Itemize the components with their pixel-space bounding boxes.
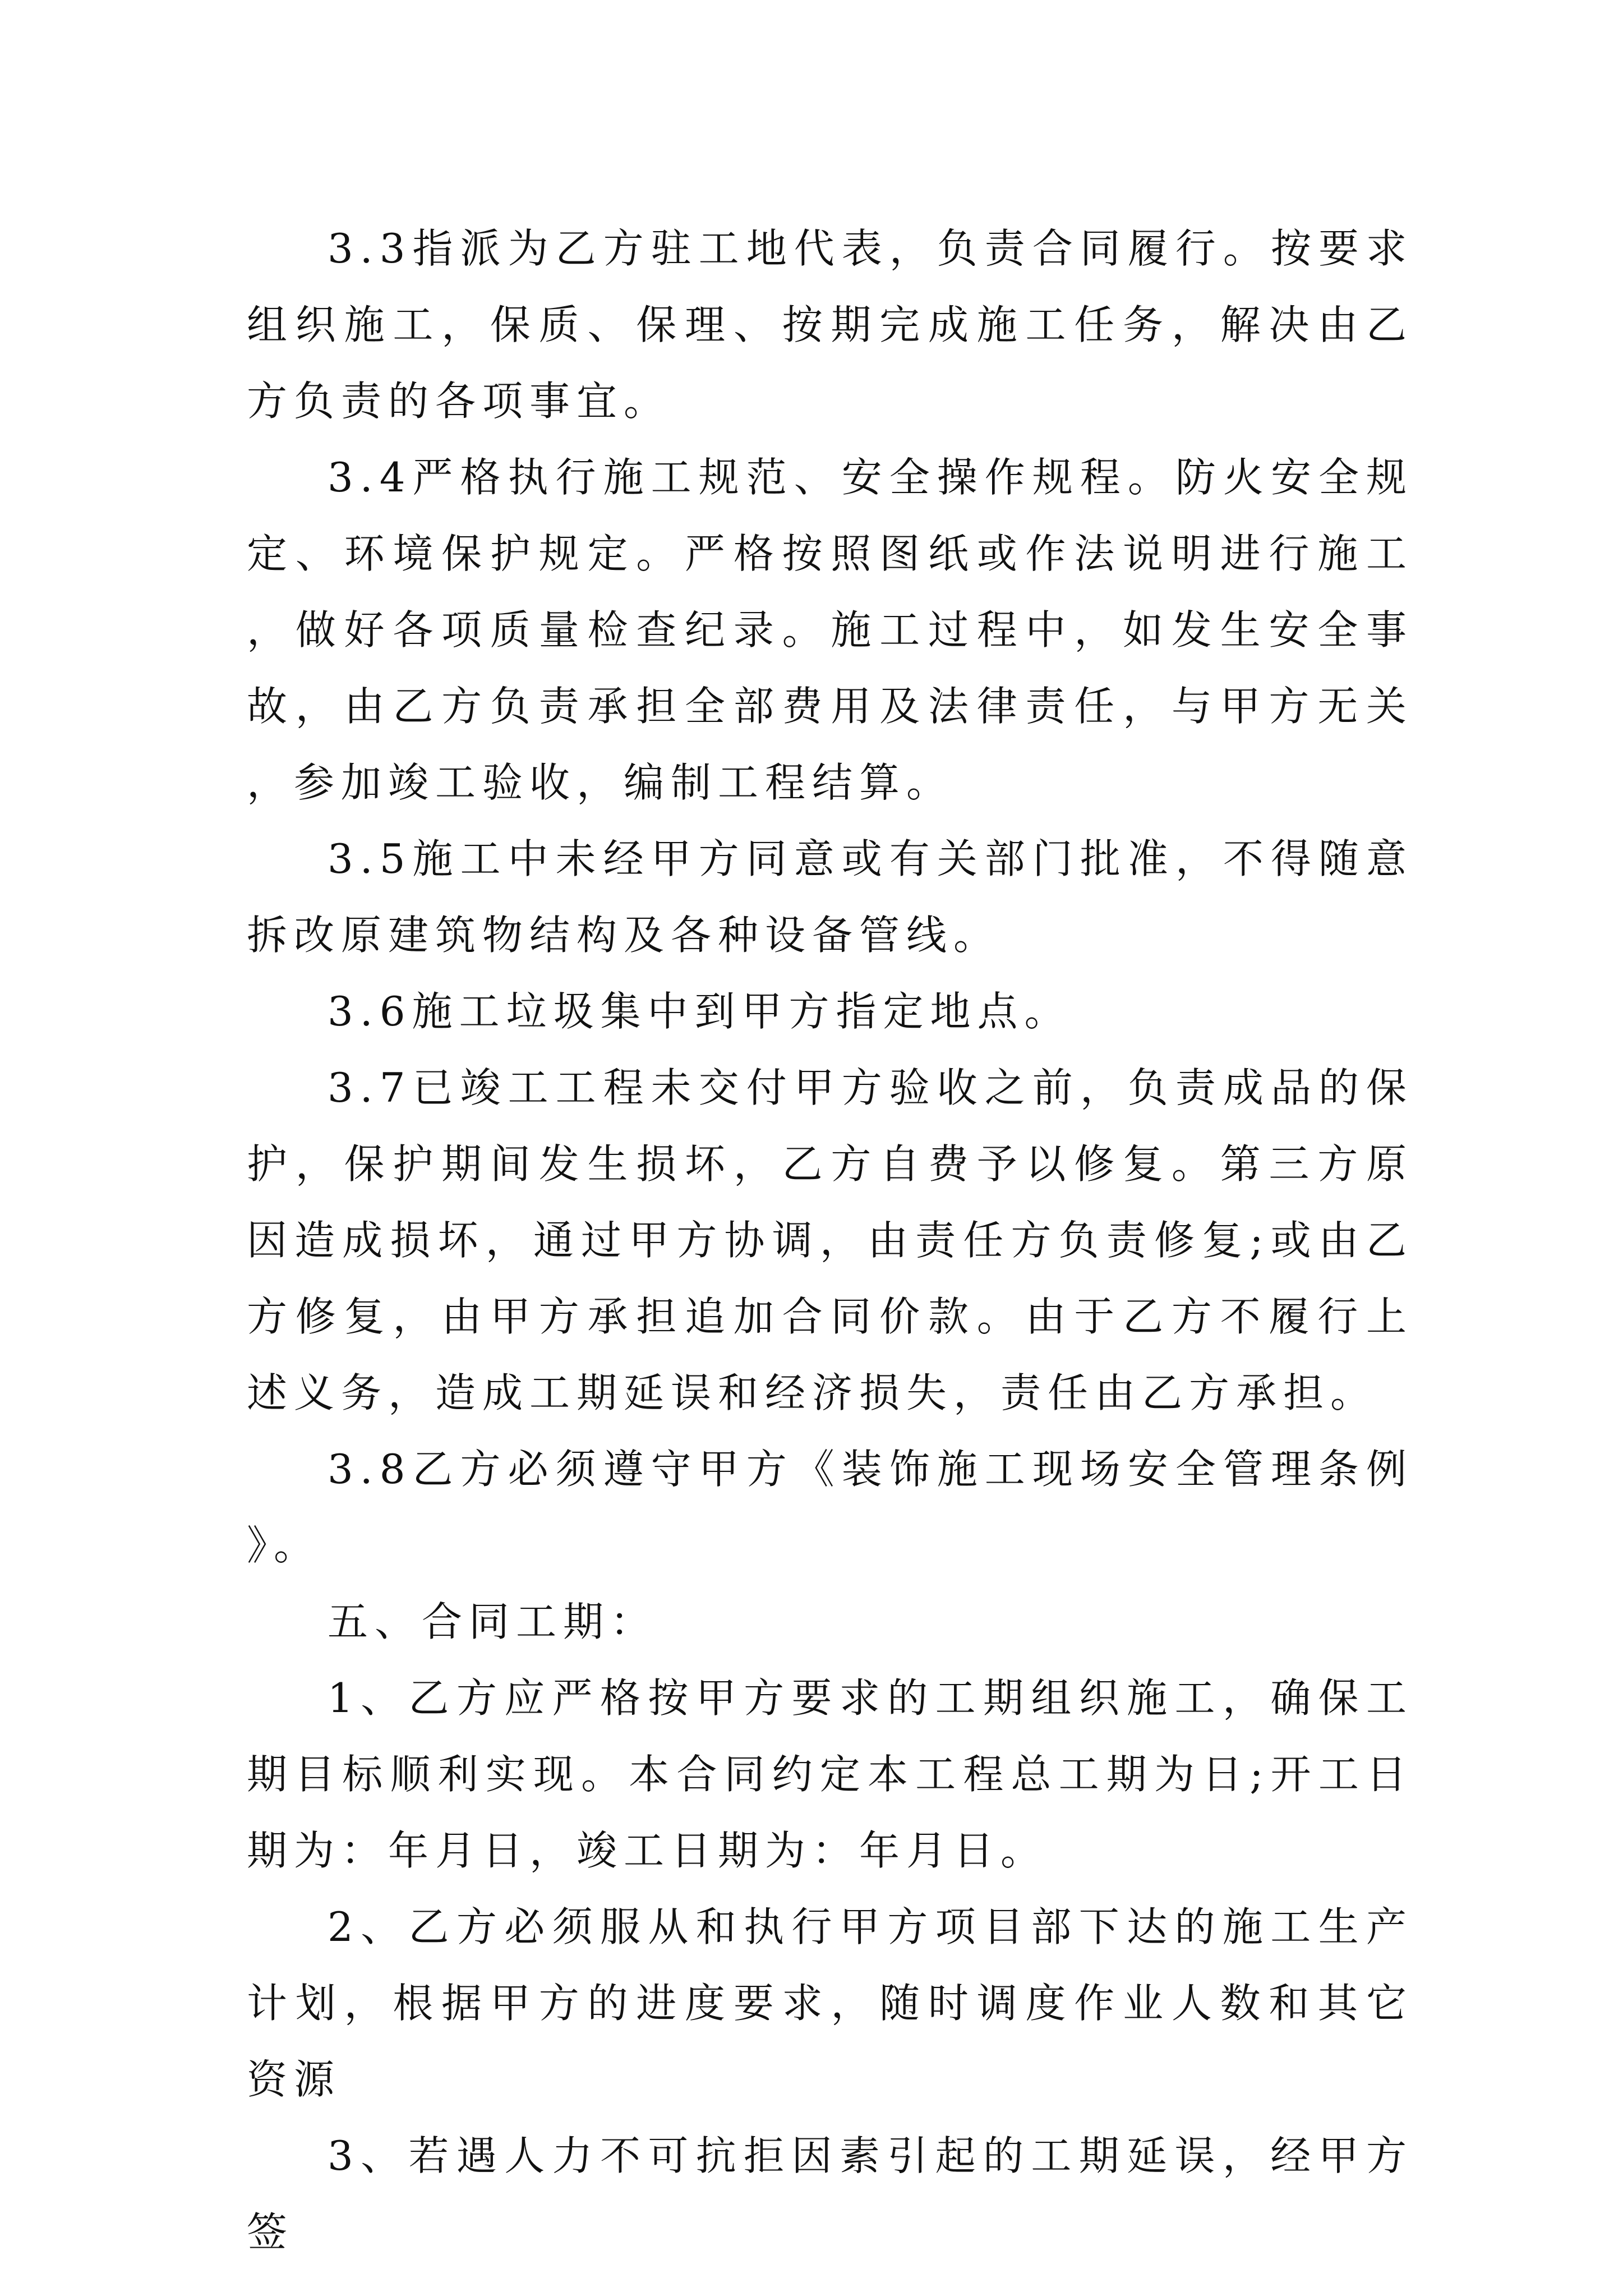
- document-body: [247, 210, 1413, 2270]
- paragraph-item-3: 3、若遇人力不可抗拒因素引起的工期延误，经甲方签: [247, 2132, 1413, 2256]
- paragraph-3-7: 3.7已竣工工程未交付甲方验收之前，负责成品的保护，保护期间发生损坏，乙方自费予以修复。第三方原因造成损坏，通过甲方协调，由责任方负责修复;或由乙方修复，由甲方承担追加合同价款。由于乙方不履行上述义务，造成工期延误和经济损失，责任由乙方承担。: [247, 1064, 1413, 1416]
- paragraph-3-3: 3.3指派为乙方驻工地代表，负责合同履行。按要求组织施工，保质、保理、按期完成施工任务，解决由乙方负责的各项事宜。: [247, 225, 1413, 425]
- paragraph-3-6: 3.6施工垃圾集中到甲方指定地点。: [328, 988, 1072, 1035]
- paragraph-item-2: 2、乙方必须服从和执行甲方项目部下达的施工生产计划，根据甲方的进度要求，随时调度作业人数和其它资源: [247, 1903, 1413, 2103]
- paragraph-3-5: 3.5施工中未经甲方同意或有关部门批准，不得随意拆改原建筑物结构及各种设备管线。: [247, 835, 1413, 959]
- paragraph-3-8: 3.8乙方必须遵守甲方《装饰施工现场安全管理条例》。: [247, 1446, 1413, 1569]
- paragraph-3-4: 3.4严格执行施工规范、安全操作规程。防火安全规定、环境保护规定。严格按照图纸或作法说明进行施工，做好各项质量检查纪录。施工过程中，如发生安全事故，由乙方负责承担全部费用及法律责任，与甲方无关，参加竣工验收，编制工程结算。: [247, 454, 1413, 806]
- section-heading-contract-period: 五、合同工期：: [328, 1598, 658, 1645]
- paragraph-item-1: 1、乙方应严格按甲方要求的工期组织施工，确保工期目标顺利实现。本合同约定本工程总工期为日;开工日期为：年月日，竣工日期为：年月日。: [247, 1674, 1413, 1874]
